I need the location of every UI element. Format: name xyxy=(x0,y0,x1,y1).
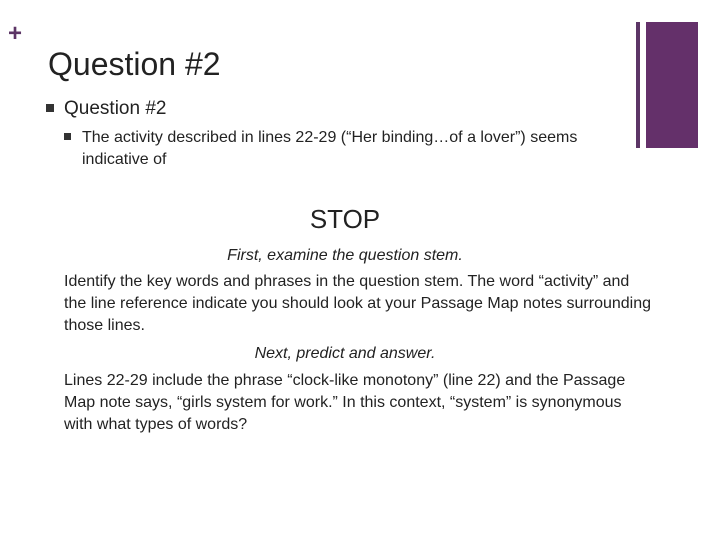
step1-text: Identify the key words and phrases in the question stem. The word “activity” and the line reference indicate you should look at your Passage Map notes surrounding those lines. xyxy=(64,273,652,334)
bullet-square-icon xyxy=(64,133,71,140)
plus-mark: + xyxy=(8,20,23,47)
accent-bar-thick xyxy=(646,22,698,148)
step1-heading: First, examine the question stem. xyxy=(227,247,463,264)
step2-heading: Next, predict and answer. xyxy=(254,345,436,362)
slide-title: Question #2 xyxy=(48,46,221,82)
accent-bar-thin xyxy=(636,22,640,148)
bullet-square-icon xyxy=(46,104,54,112)
bullet-level2: The activity described in lines 22-29 (“Her binding…of a lover”) seems indicative of xyxy=(82,129,578,168)
bullet-level1: Question #2 xyxy=(64,98,167,119)
stop-heading: STOP xyxy=(309,204,381,234)
step2-text: Lines 22-29 include the phrase “clock-like monotony” (line 22) and the Passage Map note says, “girls system for work.” In this context, “system” is synonymous with what types of words? xyxy=(64,372,626,433)
